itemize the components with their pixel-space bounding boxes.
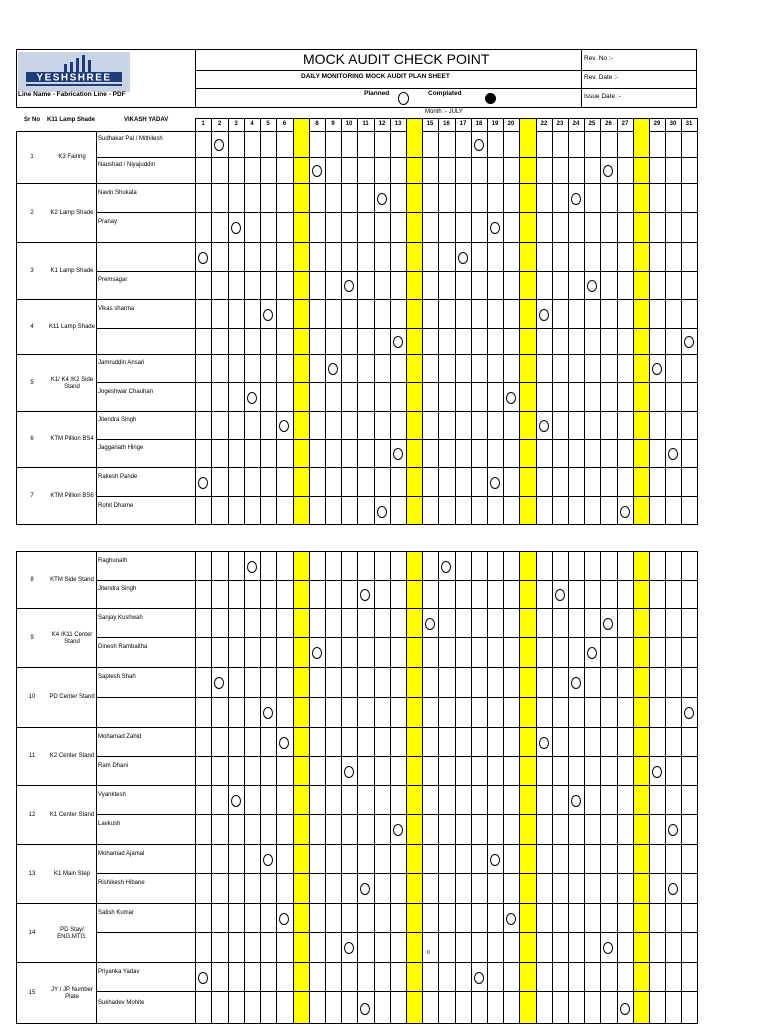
grid-line <box>536 551 537 1024</box>
planned-audit-circle-icon[interactable] <box>652 363 662 375</box>
grid-line <box>16 962 697 963</box>
planned-audit-circle-icon[interactable] <box>344 280 354 292</box>
planned-audit-circle-icon[interactable] <box>587 647 597 659</box>
planned-audit-circle-icon[interactable] <box>441 561 451 573</box>
grid-line <box>455 551 456 1024</box>
sr-number-9: 9 <box>30 634 34 641</box>
grid-line <box>96 756 697 757</box>
operator-name-10-1: Saptesh Shah <box>98 674 136 680</box>
planned-audit-circle-icon[interactable] <box>279 737 289 749</box>
grid-line <box>16 903 697 904</box>
col-header-part: K11 Lamp Shade <box>47 117 96 123</box>
sr-number-1: 1 <box>30 154 34 160</box>
grid-line <box>276 551 277 1024</box>
operator-name-14-1: Satish Kumar <box>98 909 135 916</box>
planned-audit-circle-icon[interactable] <box>360 883 370 895</box>
weekly-highlight-column <box>633 119 649 525</box>
grid-line <box>16 608 697 609</box>
planned-audit-circle-icon[interactable] <box>620 506 630 518</box>
planned-audit-circle-icon[interactable] <box>506 913 516 925</box>
grid-line <box>422 118 423 525</box>
part-name-8: KTM Side Stand <box>50 576 94 583</box>
grid-line <box>16 107 697 108</box>
col-header-name: VIKASH YADAV <box>124 117 169 123</box>
grid-line <box>581 49 582 107</box>
planned-audit-circle-icon[interactable] <box>490 477 500 489</box>
operator-name-1-1: Sudhakar Pal / Mithilesh <box>98 136 163 142</box>
grid-line <box>617 118 618 525</box>
planned-audit-circle-icon[interactable] <box>198 252 208 264</box>
planned-audit-circle-icon[interactable] <box>279 913 289 925</box>
planned-audit-circle-icon[interactable] <box>214 139 224 151</box>
operator-name-15-1: Priyanka Yadav <box>98 968 140 975</box>
operator-name-3-2: Premsagar <box>98 277 128 283</box>
grid-line <box>16 551 17 1024</box>
planned-audit-circle-icon[interactable] <box>539 309 549 321</box>
sr-number-10: 10 <box>28 694 36 700</box>
day-number-20: 20 <box>507 121 515 127</box>
part-name-11: K2 Center Stand <box>49 753 95 759</box>
legend-completed-label: Complated <box>428 90 462 97</box>
planned-audit-circle-icon[interactable] <box>377 193 387 205</box>
grid-line <box>16 49 17 107</box>
grid-line <box>357 118 358 525</box>
operator-name-11-1: Mohamad Zahid <box>98 733 142 740</box>
planned-audit-circle-icon[interactable] <box>214 677 224 689</box>
grid-line <box>96 580 697 581</box>
grid-line <box>96 814 697 815</box>
day-number-22: 22 <box>540 121 548 127</box>
planned-audit-circle-icon[interactable] <box>360 1003 370 1015</box>
grid-line <box>649 118 650 525</box>
grid-line <box>16 727 697 728</box>
operator-name-6-2: Jagganath Hinge <box>98 445 144 451</box>
grid-line <box>325 118 326 525</box>
planned-audit-circle-icon[interactable] <box>231 795 241 807</box>
grid-line <box>390 118 391 525</box>
day-number-11: 11 <box>362 121 369 127</box>
grid-line <box>260 551 261 1024</box>
day-number-8: 8 <box>315 121 319 127</box>
planned-audit-circle-icon[interactable] <box>360 589 370 601</box>
planned-audit-circle-icon[interactable] <box>620 1003 630 1015</box>
grid-line <box>16 183 697 184</box>
planned-audit-circle-icon[interactable] <box>279 420 289 432</box>
part-name-13: K1 Main Step <box>53 870 91 877</box>
sr-number-7: 7 <box>30 493 34 499</box>
operator-name-9-1: Sanjay Kushwah <box>98 614 143 621</box>
operator-name-12-2: Lavkush <box>98 821 121 827</box>
day-number-5: 5 <box>266 121 270 127</box>
planned-audit-circle-icon[interactable] <box>571 795 581 807</box>
planned-audit-circle-icon[interactable] <box>393 448 403 460</box>
day-number-17: 17 <box>459 121 467 127</box>
grid-line <box>96 496 697 497</box>
operator-name-5-2: Jogeshwar Chauhan <box>98 388 154 395</box>
sr-number-14: 14 <box>28 929 36 936</box>
grid-line <box>96 271 697 272</box>
day-number-25: 25 <box>588 121 596 127</box>
sheet-subtitle: DAILY MONITORING MOCK AUDIT PLAN SHEET <box>301 73 450 80</box>
sr-number-3: 3 <box>30 267 34 274</box>
planned-audit-circle-icon[interactable] <box>425 618 435 630</box>
planned-audit-circle-icon[interactable] <box>328 363 338 375</box>
planned-audit-circle-icon[interactable] <box>377 506 387 518</box>
grid-line <box>633 118 634 525</box>
sheet-title: MOCK AUDIT CHECK POINT <box>303 51 490 67</box>
grid-line <box>649 551 650 1024</box>
operator-name-8-1: Raghunath <box>98 557 128 564</box>
grid-line <box>406 551 407 1024</box>
planned-audit-circle-icon[interactable] <box>312 647 322 659</box>
operator-name-6-1: Jitendra Singh <box>98 417 137 423</box>
operator-name-5-1: Jamruddin Ansari <box>98 360 145 366</box>
grid-line <box>96 991 697 992</box>
sr-number-12: 12 <box>28 811 36 818</box>
part-name-5: K1/ K4 /K2 Side Stand <box>50 376 94 390</box>
weekly-highlight-column <box>293 119 309 525</box>
planned-audit-circle-icon[interactable] <box>668 824 678 836</box>
grid-line <box>195 118 697 119</box>
grid-line <box>228 118 229 525</box>
grid-line <box>696 49 697 107</box>
grid-line <box>697 118 698 525</box>
grid-line <box>16 844 697 845</box>
grid-line <box>16 299 697 300</box>
grid-line <box>406 118 407 525</box>
day-number-19: 19 <box>491 121 499 127</box>
grid-line <box>309 551 310 1024</box>
grid-line <box>341 551 342 1024</box>
grid-line <box>16 242 697 243</box>
planned-audit-circle-icon[interactable] <box>247 561 257 573</box>
grid-line <box>309 118 310 525</box>
planned-audit-circle-icon[interactable] <box>393 336 403 348</box>
grid-line <box>390 551 391 1024</box>
day-number-15: 15 <box>426 121 434 127</box>
part-name-12: K1 Center Stand <box>49 811 95 818</box>
grid-line <box>16 667 697 668</box>
grid-line <box>195 88 697 89</box>
grid-line <box>195 118 196 525</box>
month-label: Month :- JULY <box>425 109 463 115</box>
planned-audit-circle-icon[interactable] <box>668 448 678 460</box>
operator-name-13-1: Mohamad Ajamal <box>98 850 145 857</box>
line-name-label: Line Name - Fabrication Line - PDF <box>18 91 126 98</box>
grid-line <box>584 551 585 1024</box>
grid-line <box>568 551 569 1024</box>
sr-number-4: 4 <box>30 323 34 330</box>
planned-audit-circle-icon[interactable] <box>198 972 208 984</box>
issue-date-label: Issue Date :- <box>584 93 621 100</box>
grid-line <box>96 873 697 874</box>
legend-completed-dot-icon <box>485 93 496 104</box>
grid-line <box>96 382 697 383</box>
operator-name-15-2: Sukhadev Mohite <box>98 999 145 1006</box>
grid-line <box>260 118 261 525</box>
planned-audit-circle-icon[interactable] <box>344 942 354 954</box>
day-number-1: 1 <box>201 121 205 127</box>
grid-line <box>16 785 697 786</box>
grid-line <box>16 524 697 525</box>
grid-line <box>211 118 212 525</box>
operator-name-8-2: Jitendra Singh <box>98 586 137 592</box>
sr-number-8: 8 <box>30 576 34 583</box>
grid-line <box>519 118 520 525</box>
planned-audit-circle-icon[interactable] <box>474 139 484 151</box>
part-name-2: K2 Lamp Shade <box>50 209 94 216</box>
operator-name-9-2: Dinesh Rambaitha <box>98 644 148 650</box>
part-name-7: KTM Pillion BS6 <box>50 493 94 499</box>
grid-line <box>96 212 697 213</box>
grid-line <box>617 551 618 1024</box>
planned-audit-circle-icon[interactable] <box>555 589 565 601</box>
grid-line <box>96 157 697 158</box>
rev-no-label: Rev. No :- <box>584 55 613 62</box>
operator-name-12-1: Vyanktesh <box>98 791 126 798</box>
day-number-4: 4 <box>250 121 254 127</box>
grid-line <box>519 551 520 1024</box>
weekly-highlight-column <box>519 551 536 1024</box>
day-number-16: 16 <box>443 121 450 127</box>
grid-line <box>552 118 553 525</box>
grid-line <box>195 551 196 1024</box>
planned-audit-circle-icon[interactable] <box>603 165 613 177</box>
grid-line <box>438 118 439 525</box>
operator-name-11-2: Ram Dhani <box>98 762 129 769</box>
day-number-2: 2 <box>217 121 222 127</box>
planned-audit-circle-icon[interactable] <box>571 193 581 205</box>
grid-line <box>503 118 504 525</box>
day-number-10: 10 <box>345 121 353 127</box>
grid-line <box>96 697 697 698</box>
planned-audit-circle-icon[interactable] <box>603 618 613 630</box>
grid-line <box>503 551 504 1024</box>
legend-planned-label: Planned <box>364 90 390 97</box>
grid-line <box>211 551 212 1024</box>
col-header-srno: Sr No <box>24 117 41 123</box>
day-number-13: 13 <box>394 121 402 127</box>
grid-line <box>96 439 697 440</box>
day-number-30: 30 <box>669 121 677 127</box>
planned-audit-circle-icon[interactable] <box>393 824 403 836</box>
operator-name-7-1: Rakesh Pande <box>98 473 138 480</box>
grid-line <box>244 118 245 525</box>
sr-number-11: 11 <box>28 753 36 759</box>
operator-name-7-2: Rohit Dharne <box>98 502 134 509</box>
planned-audit-circle-icon[interactable] <box>539 420 549 432</box>
grid-line <box>697 551 698 1024</box>
rev-date-label: Rev. Date :- <box>584 74 619 81</box>
sr-number-15: 15 <box>28 990 36 996</box>
grid-line <box>374 118 375 525</box>
sr-number-5: 5 <box>30 379 34 386</box>
grid-line <box>16 354 697 355</box>
sr-number-6: 6 <box>30 436 34 442</box>
grid-line <box>96 551 97 1024</box>
day-number-26: 26 <box>605 121 612 127</box>
grid-line <box>681 551 682 1024</box>
grid-line <box>552 551 553 1024</box>
weekly-highlight-column <box>293 551 309 1024</box>
operator-name-13-2: Rishikesh Hibane <box>98 880 145 886</box>
planned-audit-circle-icon[interactable] <box>474 972 484 984</box>
weekly-highlight-column <box>406 551 422 1024</box>
grid-line <box>325 551 326 1024</box>
grid-line <box>16 49 697 50</box>
day-number-27: 27 <box>621 121 629 127</box>
part-name-4: K11 Lamp Shade <box>49 323 95 330</box>
day-number-31: 31 <box>685 121 693 127</box>
planned-audit-circle-icon[interactable] <box>587 280 597 292</box>
planned-audit-circle-icon[interactable] <box>458 252 468 264</box>
day-number-24: 24 <box>572 121 580 127</box>
grid-line <box>96 637 697 638</box>
part-name-3: K1 Lamp Shade <box>50 267 94 274</box>
part-name-1: K3 Fairing <box>58 154 86 160</box>
grid-line <box>681 118 682 525</box>
day-number-23: 23 <box>556 121 564 127</box>
grid-line <box>600 118 601 525</box>
planned-audit-circle-icon[interactable] <box>263 707 273 719</box>
operator-name-2-1: Navin Shukala <box>98 189 137 196</box>
grid-line <box>293 551 294 1024</box>
grid-line <box>293 118 294 525</box>
grid-line <box>96 932 697 933</box>
grid-line <box>568 118 569 525</box>
operator-name-2-2: Pranay <box>98 219 118 225</box>
weekly-highlight-column <box>519 119 536 525</box>
grid-line <box>16 411 697 412</box>
operator-name-1-2: Naushad / Niyajuddin <box>98 162 156 168</box>
planned-audit-circle-icon[interactable] <box>231 222 241 234</box>
part-name-9: K4 /K11 Center Stand <box>51 631 93 645</box>
day-number-9: 9 <box>331 121 335 127</box>
grid-line <box>16 467 697 468</box>
planned-audit-circle-icon[interactable] <box>668 883 678 895</box>
grid-line <box>228 551 229 1024</box>
planned-audit-circle-icon[interactable] <box>247 392 257 404</box>
grid-line <box>276 118 277 525</box>
planned-audit-circle-icon[interactable] <box>263 309 273 321</box>
day-number-18: 18 <box>475 121 483 127</box>
grid-line <box>244 551 245 1024</box>
grid-line <box>357 551 358 1024</box>
legend-planned-circle-icon <box>398 92 409 105</box>
grid-line <box>422 551 423 1024</box>
planned-audit-circle-icon[interactable] <box>652 766 662 778</box>
planned-audit-circle-icon[interactable] <box>571 677 581 689</box>
grid-line <box>374 551 375 1024</box>
planned-audit-circle-icon[interactable] <box>344 766 354 778</box>
part-name-6: KTM Pillion BS4 <box>50 436 94 442</box>
sr-number-13: 13 <box>28 870 36 877</box>
grid-line <box>487 551 488 1024</box>
day-number-12: 12 <box>378 121 386 127</box>
planned-audit-circle-icon[interactable] <box>603 942 613 954</box>
grid-line <box>341 118 342 525</box>
grid-line <box>487 118 488 525</box>
part-name-14: PD Stay/ ENG.MTG. <box>57 926 87 940</box>
planned-audit-circle-icon[interactable] <box>539 737 549 749</box>
weekly-highlight-column <box>406 119 422 525</box>
company-logo <box>18 52 130 92</box>
grid-line <box>438 551 439 1024</box>
grid-line <box>665 551 666 1024</box>
grid-line <box>536 118 537 525</box>
day-number-3: 3 <box>234 121 238 127</box>
grid-line <box>455 118 456 525</box>
weekly-highlight-column <box>633 551 649 1024</box>
grid-line <box>195 70 697 71</box>
planned-audit-circle-icon[interactable] <box>198 477 208 489</box>
grid-line <box>633 551 634 1024</box>
grid-line <box>584 118 585 525</box>
grid-line <box>665 118 666 525</box>
planned-audit-circle-icon[interactable] <box>684 336 694 348</box>
part-name-15: JY / JP Number Plate <box>51 987 93 1000</box>
planned-audit-circle-icon[interactable] <box>490 222 500 234</box>
stray-mark-text: 0 <box>427 950 430 956</box>
planned-audit-circle-icon[interactable] <box>684 707 694 719</box>
day-number-29: 29 <box>653 121 661 127</box>
planned-audit-circle-icon[interactable] <box>506 392 516 404</box>
part-name-10: PD Center Stand <box>49 694 95 700</box>
planned-audit-circle-icon[interactable] <box>312 165 322 177</box>
grid-line <box>471 551 472 1024</box>
logo-wordmark: YESHSHREE <box>36 72 112 84</box>
grid-line <box>471 118 472 525</box>
grid-line <box>600 551 601 1024</box>
grid-line <box>195 49 196 107</box>
grid-line <box>96 328 697 329</box>
sr-number-2: 2 <box>30 209 34 216</box>
operator-name-4-1: Vikas sharma <box>98 305 135 312</box>
planned-audit-circle-icon[interactable] <box>490 854 500 866</box>
planned-audit-circle-icon[interactable] <box>263 854 273 866</box>
day-number-6: 6 <box>282 121 287 127</box>
